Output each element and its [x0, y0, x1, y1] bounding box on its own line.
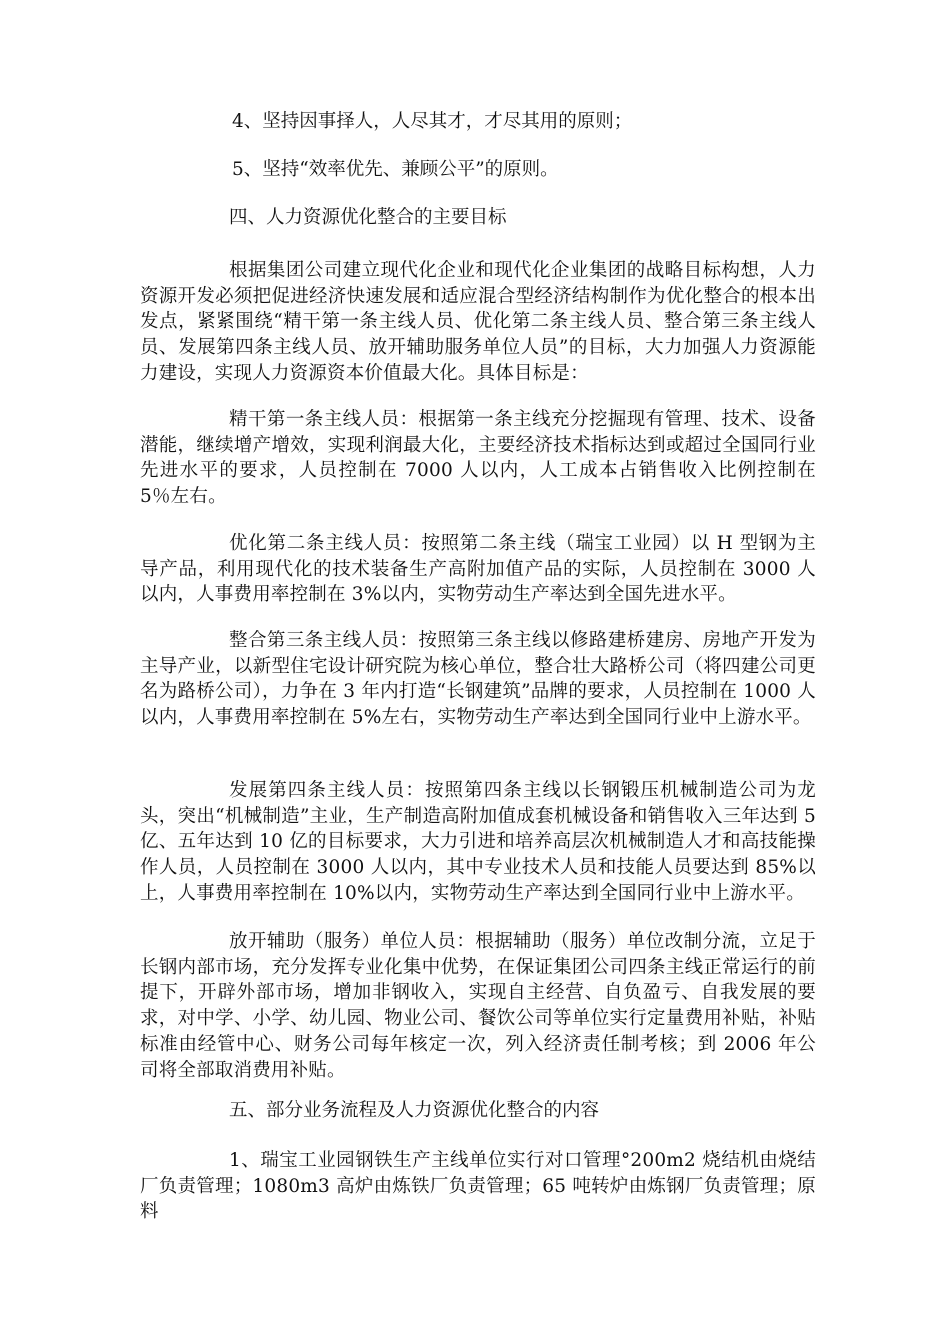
section-heading-5: 五、部分业务流程及人力资源优化整合的内容 [229, 1100, 600, 1121]
paragraph-main-line-4: 发展第四条主线人员：按照第四条主线以长钢锻压机械制造公司为龙头，突出“机械制造”主业，生产制造高附加值成套机械设备和销售收入三年达到 5 亿、五年达到 10 亿的目标要求，大力引进和培养高层次机械制造人才和高技能操作人员，人员控制在 3000 人以内，其中专业技术人员和技能人员要达到 85%以上，人事费用率控制在 10%以内，实物劳动生产率达到全国同行业中上游水平。 [140, 780, 816, 904]
paragraph-intro: 根据集团公司建立现代化企业和现代化企业集团的战略目标构想，人力资源开发必须把促进经济快速发展和适应混合型经济结构制作为优化整合的根本出发点，紧紧围绕“精干第一条主线人员、优化第二条主线人员、整合第三条主线人员、发展第四条主线人员、放开辅助服务单位人员”的目标，大力加强人力资源能力建设，实现人力资源资本价值最大化。具体目标是： [140, 260, 816, 384]
paragraph-main-line-1: 精干第一条主线人员：根据第一条主线充分挖掘现有管理、技术、设备潜能，继续增产增效，实现利润最大化，主要经济技术指标达到或超过全国同行业先进水平的要求，人员控制在 7000 人以内，人工成本占销售收入比例控制在 5％左右。 [140, 409, 816, 508]
principle-item-5: 5、坚持“效率优先、兼顾公平”的原则。 [232, 159, 559, 180]
paragraph-main-line-3: 整合第三条主线人员：按照第三条主线以修路建桥建房、房地产开发为主导产业，以新型住宅设计研究院为核心单位，整合壮大路桥公司（将四建公司更名为路桥公司），力争在 3 年内打造“长钢建筑”品牌的要求，人员控制在 1000 人以内，人事费用率控制在 5%左右，实物劳动生产率达到全国同行业中上游水平。 [140, 630, 816, 729]
section-heading-4: 四、人力资源优化整合的主要目标 [229, 207, 507, 228]
principle-item-4: 4、坚持因事择人，人尽其才，才尽其用的原则； [232, 111, 633, 132]
paragraph-5-1: 1、瑞宝工业园钢铁生产主线单位实行对口管理°200m2 烧结机由烧结厂负责管理；1080m3 高炉由炼铁厂负责管理；65 吨转炉由炼钢厂负责管理；原料 [140, 1150, 816, 1223]
paragraph-main-line-2: 优化第二条主线人员：按照第二条主线（瑞宝工业园）以 H 型钢为主导产品，利用现代化的技术装备生产高附加值产品的实际，人员控制在 3000 人以内，人事费用率控制在 3%以内，实物劳动生产率达到全国先进水平。 [140, 533, 816, 606]
paragraph-auxiliary-units: 放开辅助（服务）单位人员：根据辅助（服务）单位改制分流，立足于长钢内部市场，充分发挥专业化集中优势，在保证集团公司四条主线正常运行的前提下，开辟外部市场，增加非钢收入，实现自主经营、自负盈亏、自我发展的要求，对中学、小学、幼儿园、物业公司、餐饮公司等单位实行定量费用补贴，补贴标准由经管中心、财务公司每年核定一次，列入经济责任制考核；到 2006 年公司将全部取消费用补贴。 [140, 931, 816, 1081]
